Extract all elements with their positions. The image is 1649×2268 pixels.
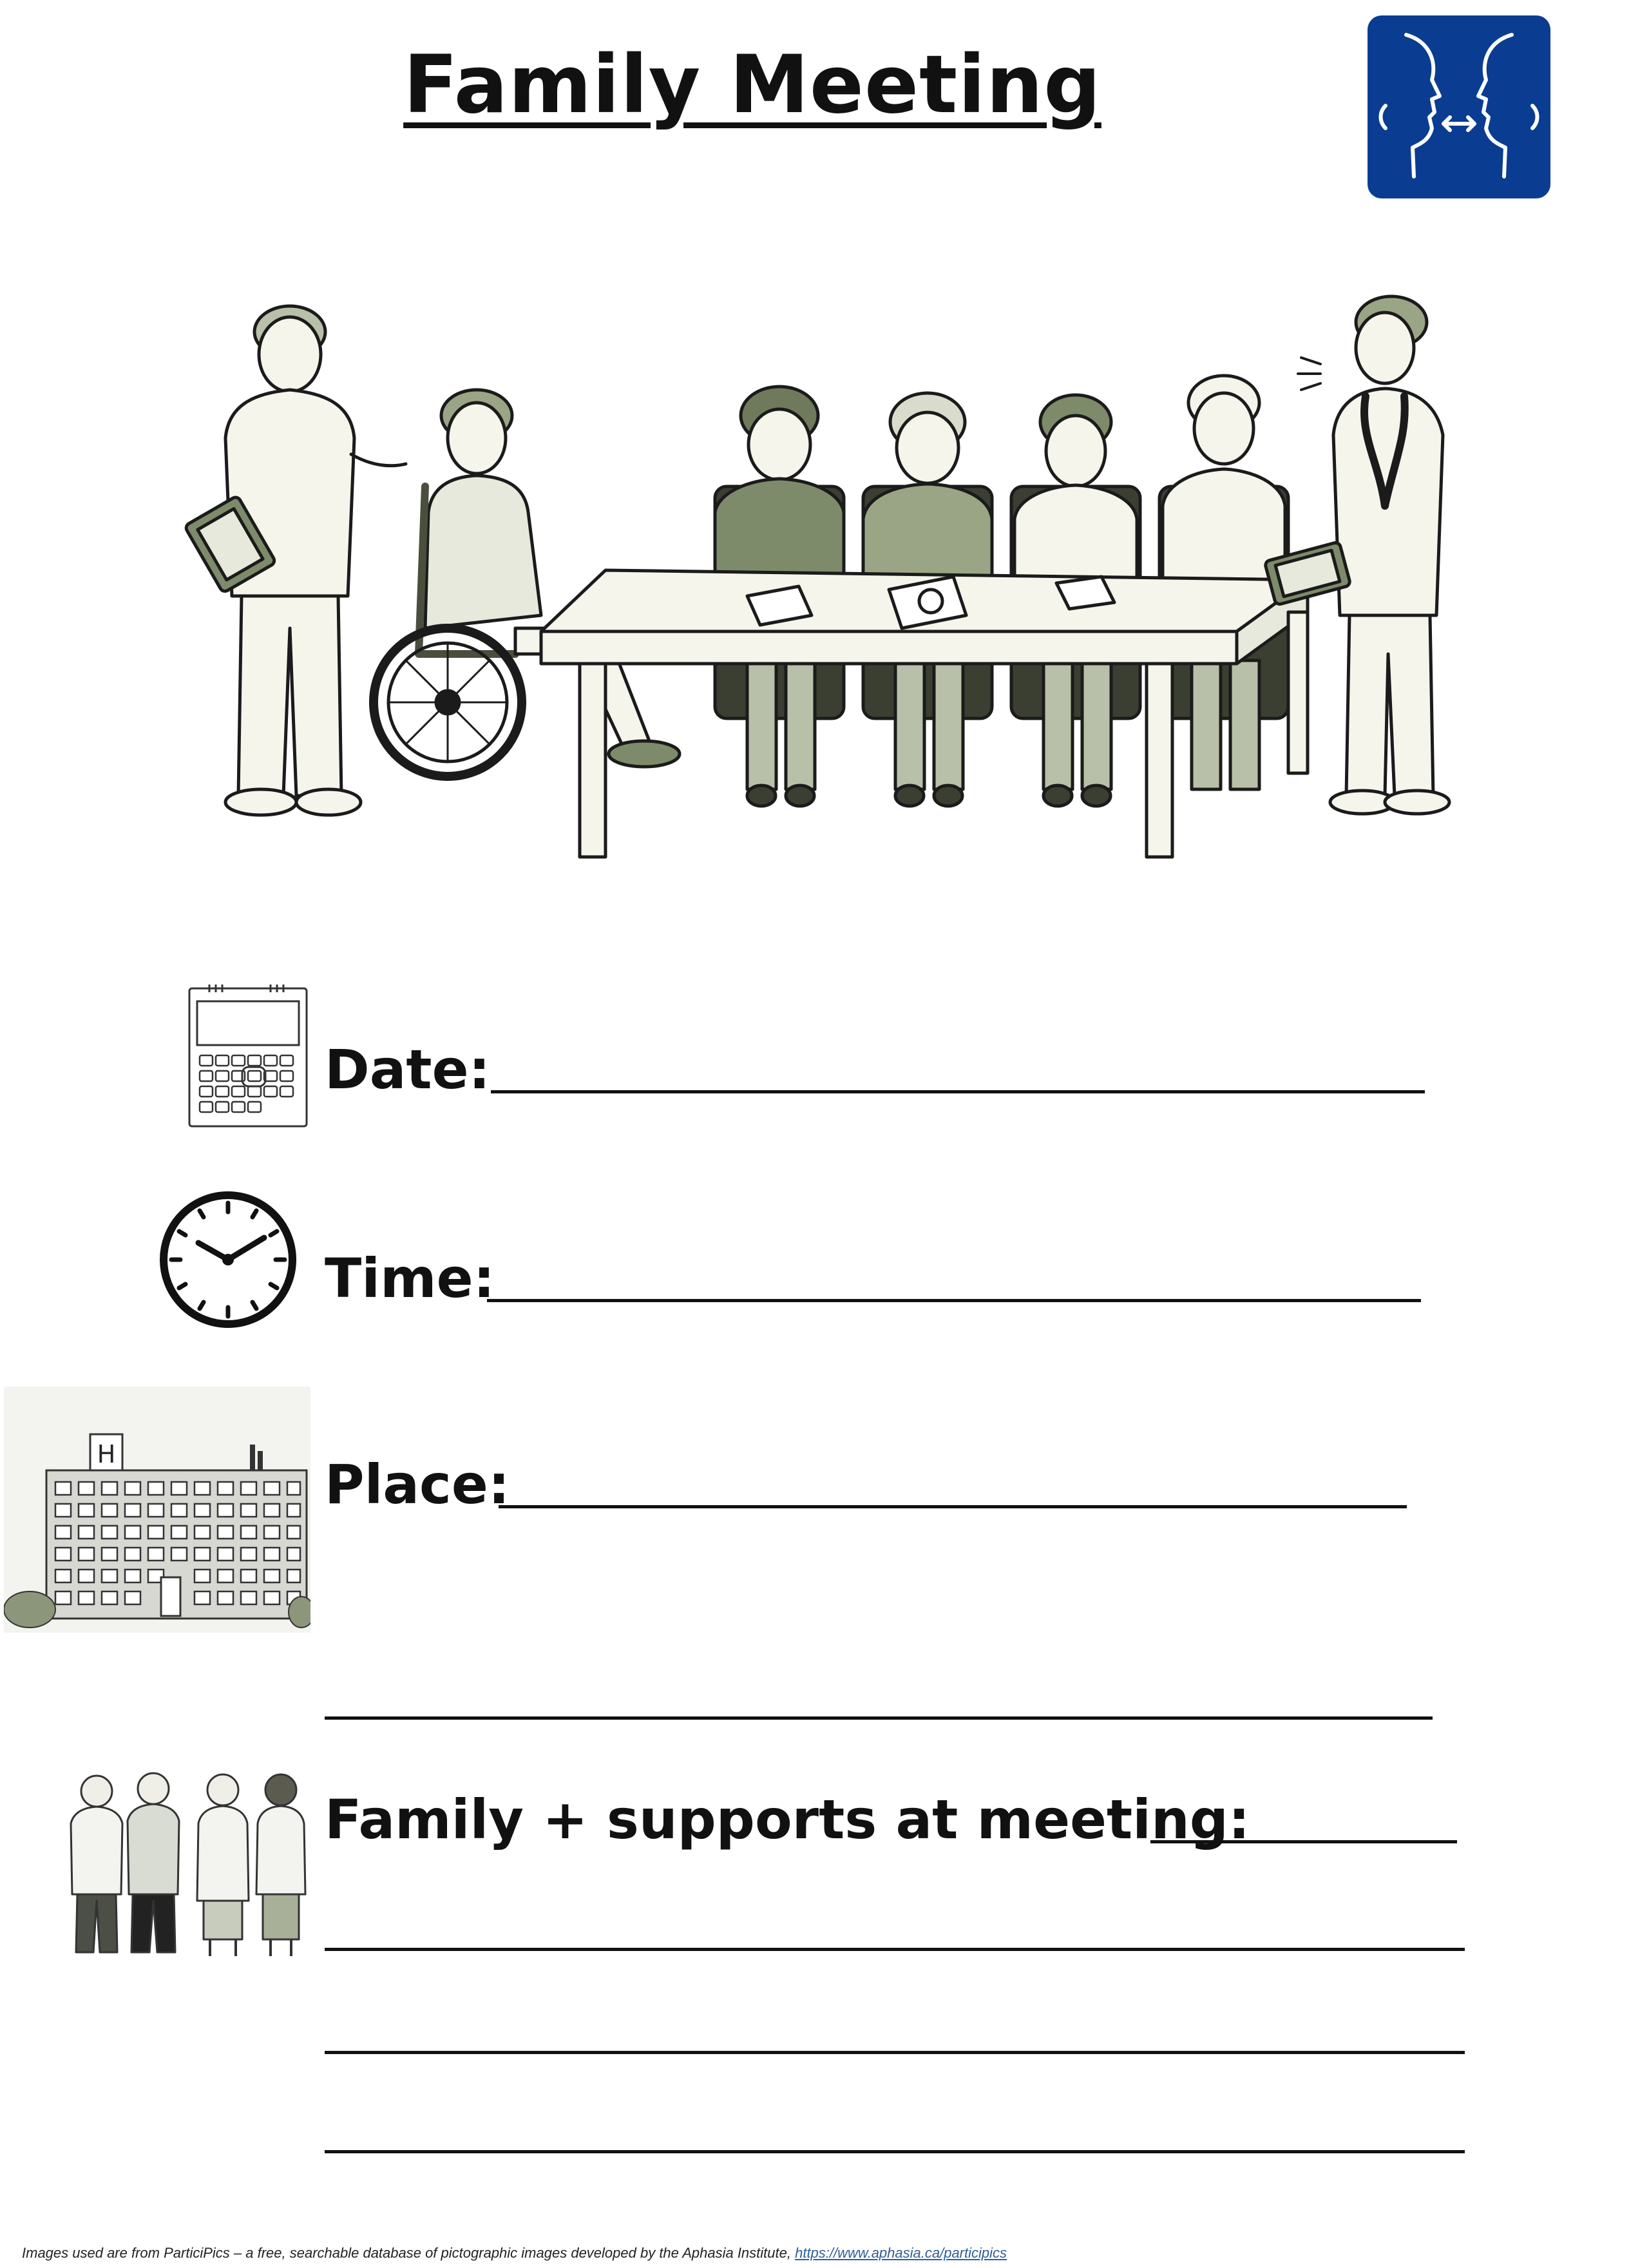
time-label: Time: [325,1247,495,1310]
image-credit-footer [22,2245,1007,2262]
place-answer-line-1[interactable] [499,1505,1407,1508]
family-answer-line-1[interactable] [1150,1840,1457,1843]
footer-credit-text: Images used are from ParticiPics – a free, searchable database of pictographic images developed by the Aphasia Institute, [22,2245,796,2261]
clock-icon [157,1189,299,1331]
date-answer-line[interactable] [491,1090,1425,1093]
calendar-icon [187,981,309,1129]
communication-logo-icon [1368,15,1550,198]
family-answer-line-3[interactable] [325,2051,1465,2054]
family-supports-label: Family + supports at meeting: [325,1788,1250,1851]
hospital-building-icon [4,1387,310,1633]
participics-link[interactable]: https://www.aphasia.ca/participics [795,2245,1007,2261]
family-meeting-scene-icon [180,293,1488,860]
place-label: Place: [325,1453,510,1516]
family-answer-line-2[interactable] [325,1948,1465,1951]
place-answer-line-2[interactable] [325,1716,1433,1720]
date-label: Date: [325,1038,491,1101]
page-title-text: Family Meeting [403,39,1101,131]
page-title [0,39,1505,131]
time-answer-line[interactable] [487,1299,1421,1302]
family-answer-line-4[interactable] [325,2150,1465,2153]
group-of-people-icon [58,1765,322,1965]
svg-text:H: H [97,1440,116,1468]
